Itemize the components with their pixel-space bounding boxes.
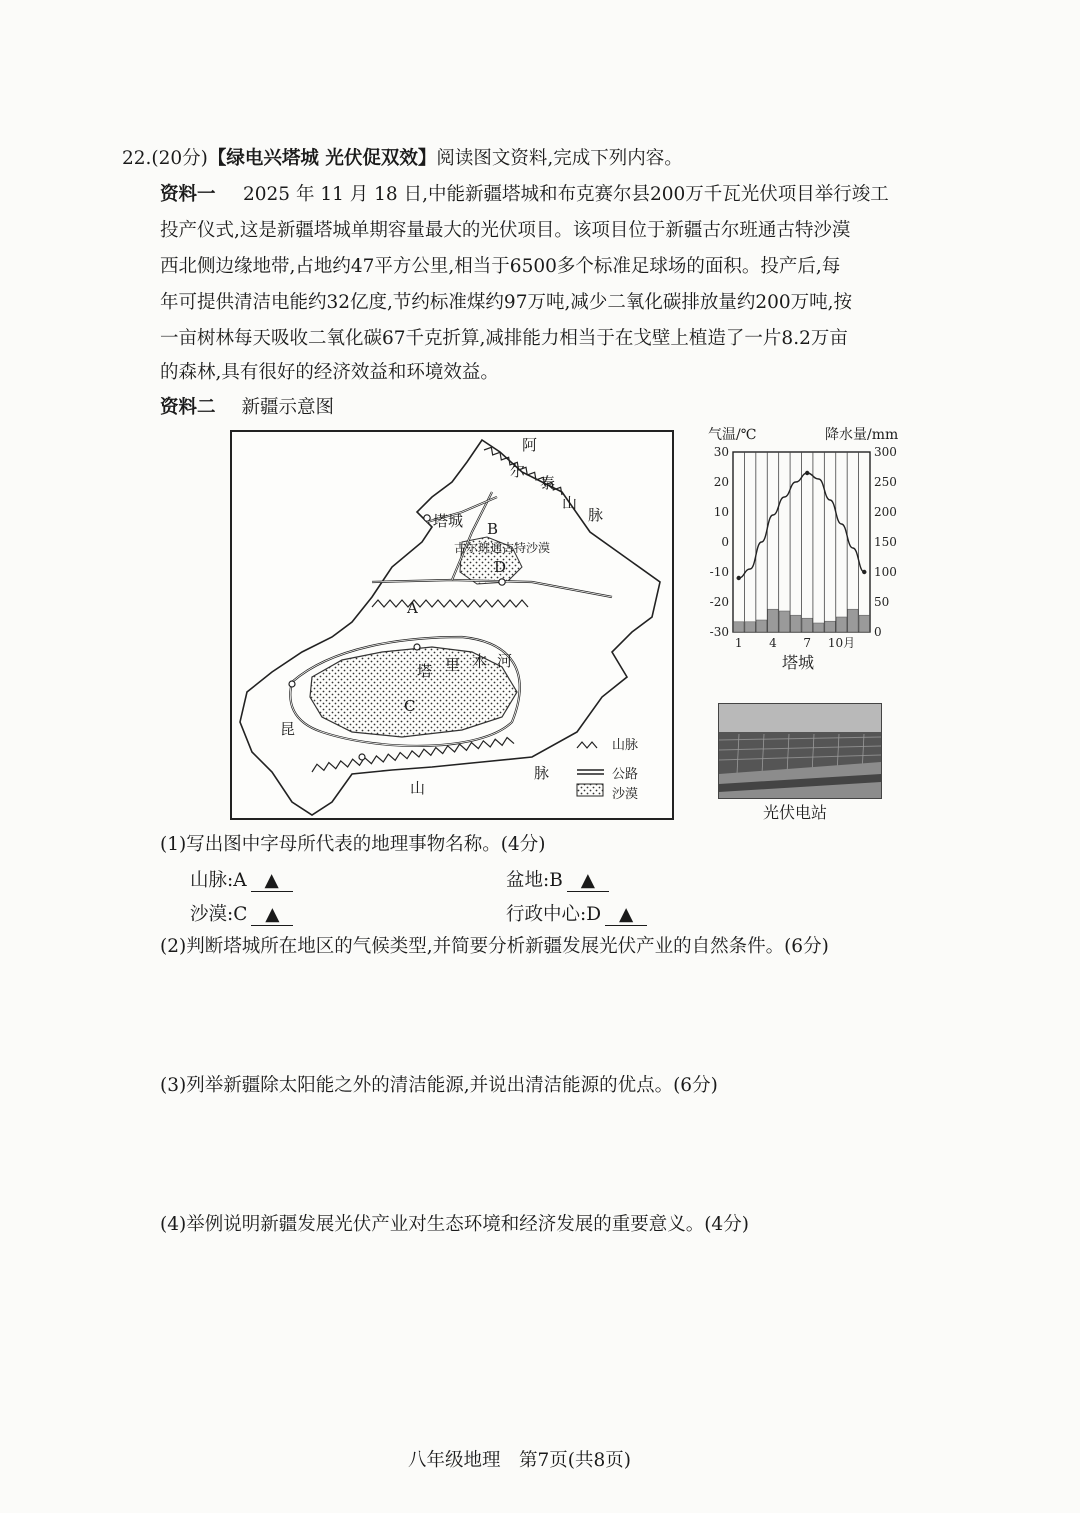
climate-chart-svg [700, 420, 900, 670]
material2-label: 资料二 [160, 397, 216, 418]
temp-tick-label: 0 [721, 535, 729, 549]
temp-tick-label: -20 [709, 595, 729, 609]
q1-d-label: 行政中心:D [506, 904, 602, 925]
map-label-tacheng: 塔城 [433, 512, 464, 530]
precip-tick-label: 200 [874, 505, 897, 519]
page-footer: 八年级地理 第7页(共8页) [408, 1450, 631, 1471]
precip-bar [745, 622, 755, 632]
map-label-kunlun-1: 昆 [280, 720, 296, 738]
xinjiang-outline [240, 440, 660, 815]
temp-tick-label: -30 [709, 625, 729, 639]
map-label-kunlun-3: 脉 [534, 764, 550, 782]
map-label-altai-2: 尔 [510, 462, 526, 480]
q1-b-blank[interactable]: ▲ [567, 871, 609, 892]
solar-plant-photo [718, 703, 882, 799]
material2-title: 新疆示意图 [241, 397, 335, 418]
map-legend [577, 742, 604, 796]
tacheng-city-dot [424, 515, 430, 521]
q1-b-label: 盆地:B [506, 870, 563, 891]
q1-c-blank[interactable]: ▲ [251, 905, 293, 926]
precip-tick-label: 250 [874, 475, 897, 489]
precip-tick-label: 150 [874, 535, 897, 549]
map-label-kunlun-2: 山 [410, 779, 426, 797]
temp-tick-label: 10 [713, 505, 729, 519]
material1-line-4: 年可提供清洁电能约32亿度,节约标准煤约97万吨,减少二氧化碳排放量约200万吨,按 [160, 292, 853, 313]
map-label-taklimakan-3: 木 [472, 652, 488, 670]
x-tick-label: 4 [769, 636, 777, 650]
precip-tick-label: 300 [874, 445, 897, 459]
map-label-b: B [487, 520, 499, 538]
xinjiang-map [230, 430, 674, 820]
temp-tick-label: 20 [713, 475, 729, 489]
precip-tick-label: 0 [874, 625, 882, 639]
q1-c-label: 沙漠:C [190, 904, 248, 925]
material1-line-5: 一亩树林每天吸收二氧化碳67千克折算,减排能力相当于在戈壁上植造了一片8.2万亩 [160, 328, 848, 349]
kunlun-mountains [311, 737, 514, 772]
x-tick-label: 1 [734, 636, 743, 650]
photo-caption: 光伏电站 [763, 803, 828, 822]
question-theme: 【绿电兴塔城 光伏促双效】 [207, 148, 437, 169]
temperature-point [805, 471, 809, 475]
temperature-point [737, 576, 741, 580]
chart-title: 塔城 [782, 653, 815, 672]
material2-heading [160, 395, 334, 421]
legend-road-label: 公路 [612, 767, 639, 782]
map-label-altai-1: 阿 [522, 436, 538, 454]
q1-a-label: 山脉:A [190, 870, 247, 891]
q1-item-d [506, 902, 647, 928]
material1-line-2: 投产仪式,这是新疆塔城单期容量最大的光伏项目。该项目位于新疆古尔班通古特沙漠 [160, 220, 851, 241]
precip-bar [734, 622, 744, 632]
temp-tick-label: -10 [709, 565, 729, 579]
q1-item-c [190, 902, 293, 928]
tianshan-mountains [372, 600, 528, 607]
map-label-a: A [407, 599, 418, 617]
climate-chart [700, 420, 900, 680]
map-label-gurbantunggut: 古尔班通古特沙漠 [454, 541, 551, 555]
temp-axis-label: 气温/℃ [708, 427, 757, 443]
question-1: (1)写出图中字母所代表的地理事物名称。(4分) [160, 834, 546, 855]
question-instruction: 阅读图文资料,完成下列内容。 [436, 148, 683, 169]
question-3: (3)列举新疆除太阳能之外的清洁能源,并说出清洁能源的优点。(6分) [160, 1075, 718, 1096]
question-score: (20分) [151, 148, 208, 169]
precip-axis-label: 降水量/mm [825, 427, 899, 443]
question-4: (4)举例说明新疆发展光伏产业对生态环境和经济发展的重要意义。(4分) [160, 1214, 749, 1235]
legend-mountain-label: 山脉 [612, 738, 639, 753]
map-label-altai-4: 山 [562, 494, 578, 512]
material1-line-6: 的森林,具有很好的经济效益和环境效益。 [160, 362, 499, 383]
precip-bar [813, 623, 823, 632]
precip-tick-label: 100 [874, 565, 897, 579]
temp-tick-label: 30 [713, 445, 729, 459]
map-label-d: D [494, 558, 507, 576]
question-2: (2)判断塔城所在地区的气候类型,并简要分析新疆发展光伏产业的自然条件。(6分) [160, 936, 829, 957]
precip-bar [825, 621, 835, 632]
precip-bar [859, 615, 869, 632]
precip-bar [756, 620, 766, 632]
x-tick-label: 7 [803, 636, 812, 650]
question-number: 22. [122, 148, 152, 169]
map-label-c: C [404, 697, 416, 715]
map-label-altai-5: 脉 [588, 506, 604, 524]
q1-item-a [190, 868, 293, 894]
material1-line-1: 2025 年 11 月 18 日,中能新疆塔城和布克赛尔县200万千瓦光伏项目举行竣工 [243, 184, 889, 205]
map-label-taklimakan-1: 塔 [417, 662, 433, 680]
q1-d-blank[interactable]: ▲ [605, 905, 647, 926]
precip-bar [768, 609, 778, 632]
city-dot-west [289, 681, 295, 687]
precip-bar [779, 611, 789, 632]
q1-item-b [506, 868, 609, 894]
material1-line-3: 西北侧边缘地带,占地约47平方公里,相当于6500多个标准足球场的面积。投产后,每 [160, 256, 841, 277]
legend-desert-label: 沙漠 [612, 787, 639, 802]
x-tick-label: 10月 [827, 636, 856, 650]
material1-label: 资料一 [160, 184, 216, 205]
precip-tick-label: 50 [874, 595, 890, 609]
temperature-point [862, 570, 866, 574]
precip-bar [836, 617, 846, 632]
q1-a-blank[interactable]: ▲ [251, 871, 293, 892]
city-dot-south [359, 754, 365, 760]
precip-bar [802, 618, 812, 632]
map-label-altai-3: 泰 [540, 474, 556, 492]
question-header [122, 146, 683, 172]
city-dot-mid [414, 644, 420, 650]
precip-bar [791, 615, 801, 632]
d-city-dot [499, 579, 505, 585]
map-label-taklimakan-4: 河 [497, 652, 513, 670]
precip-bar [848, 609, 858, 632]
map-label-taklimakan-2: 里 [445, 656, 461, 674]
